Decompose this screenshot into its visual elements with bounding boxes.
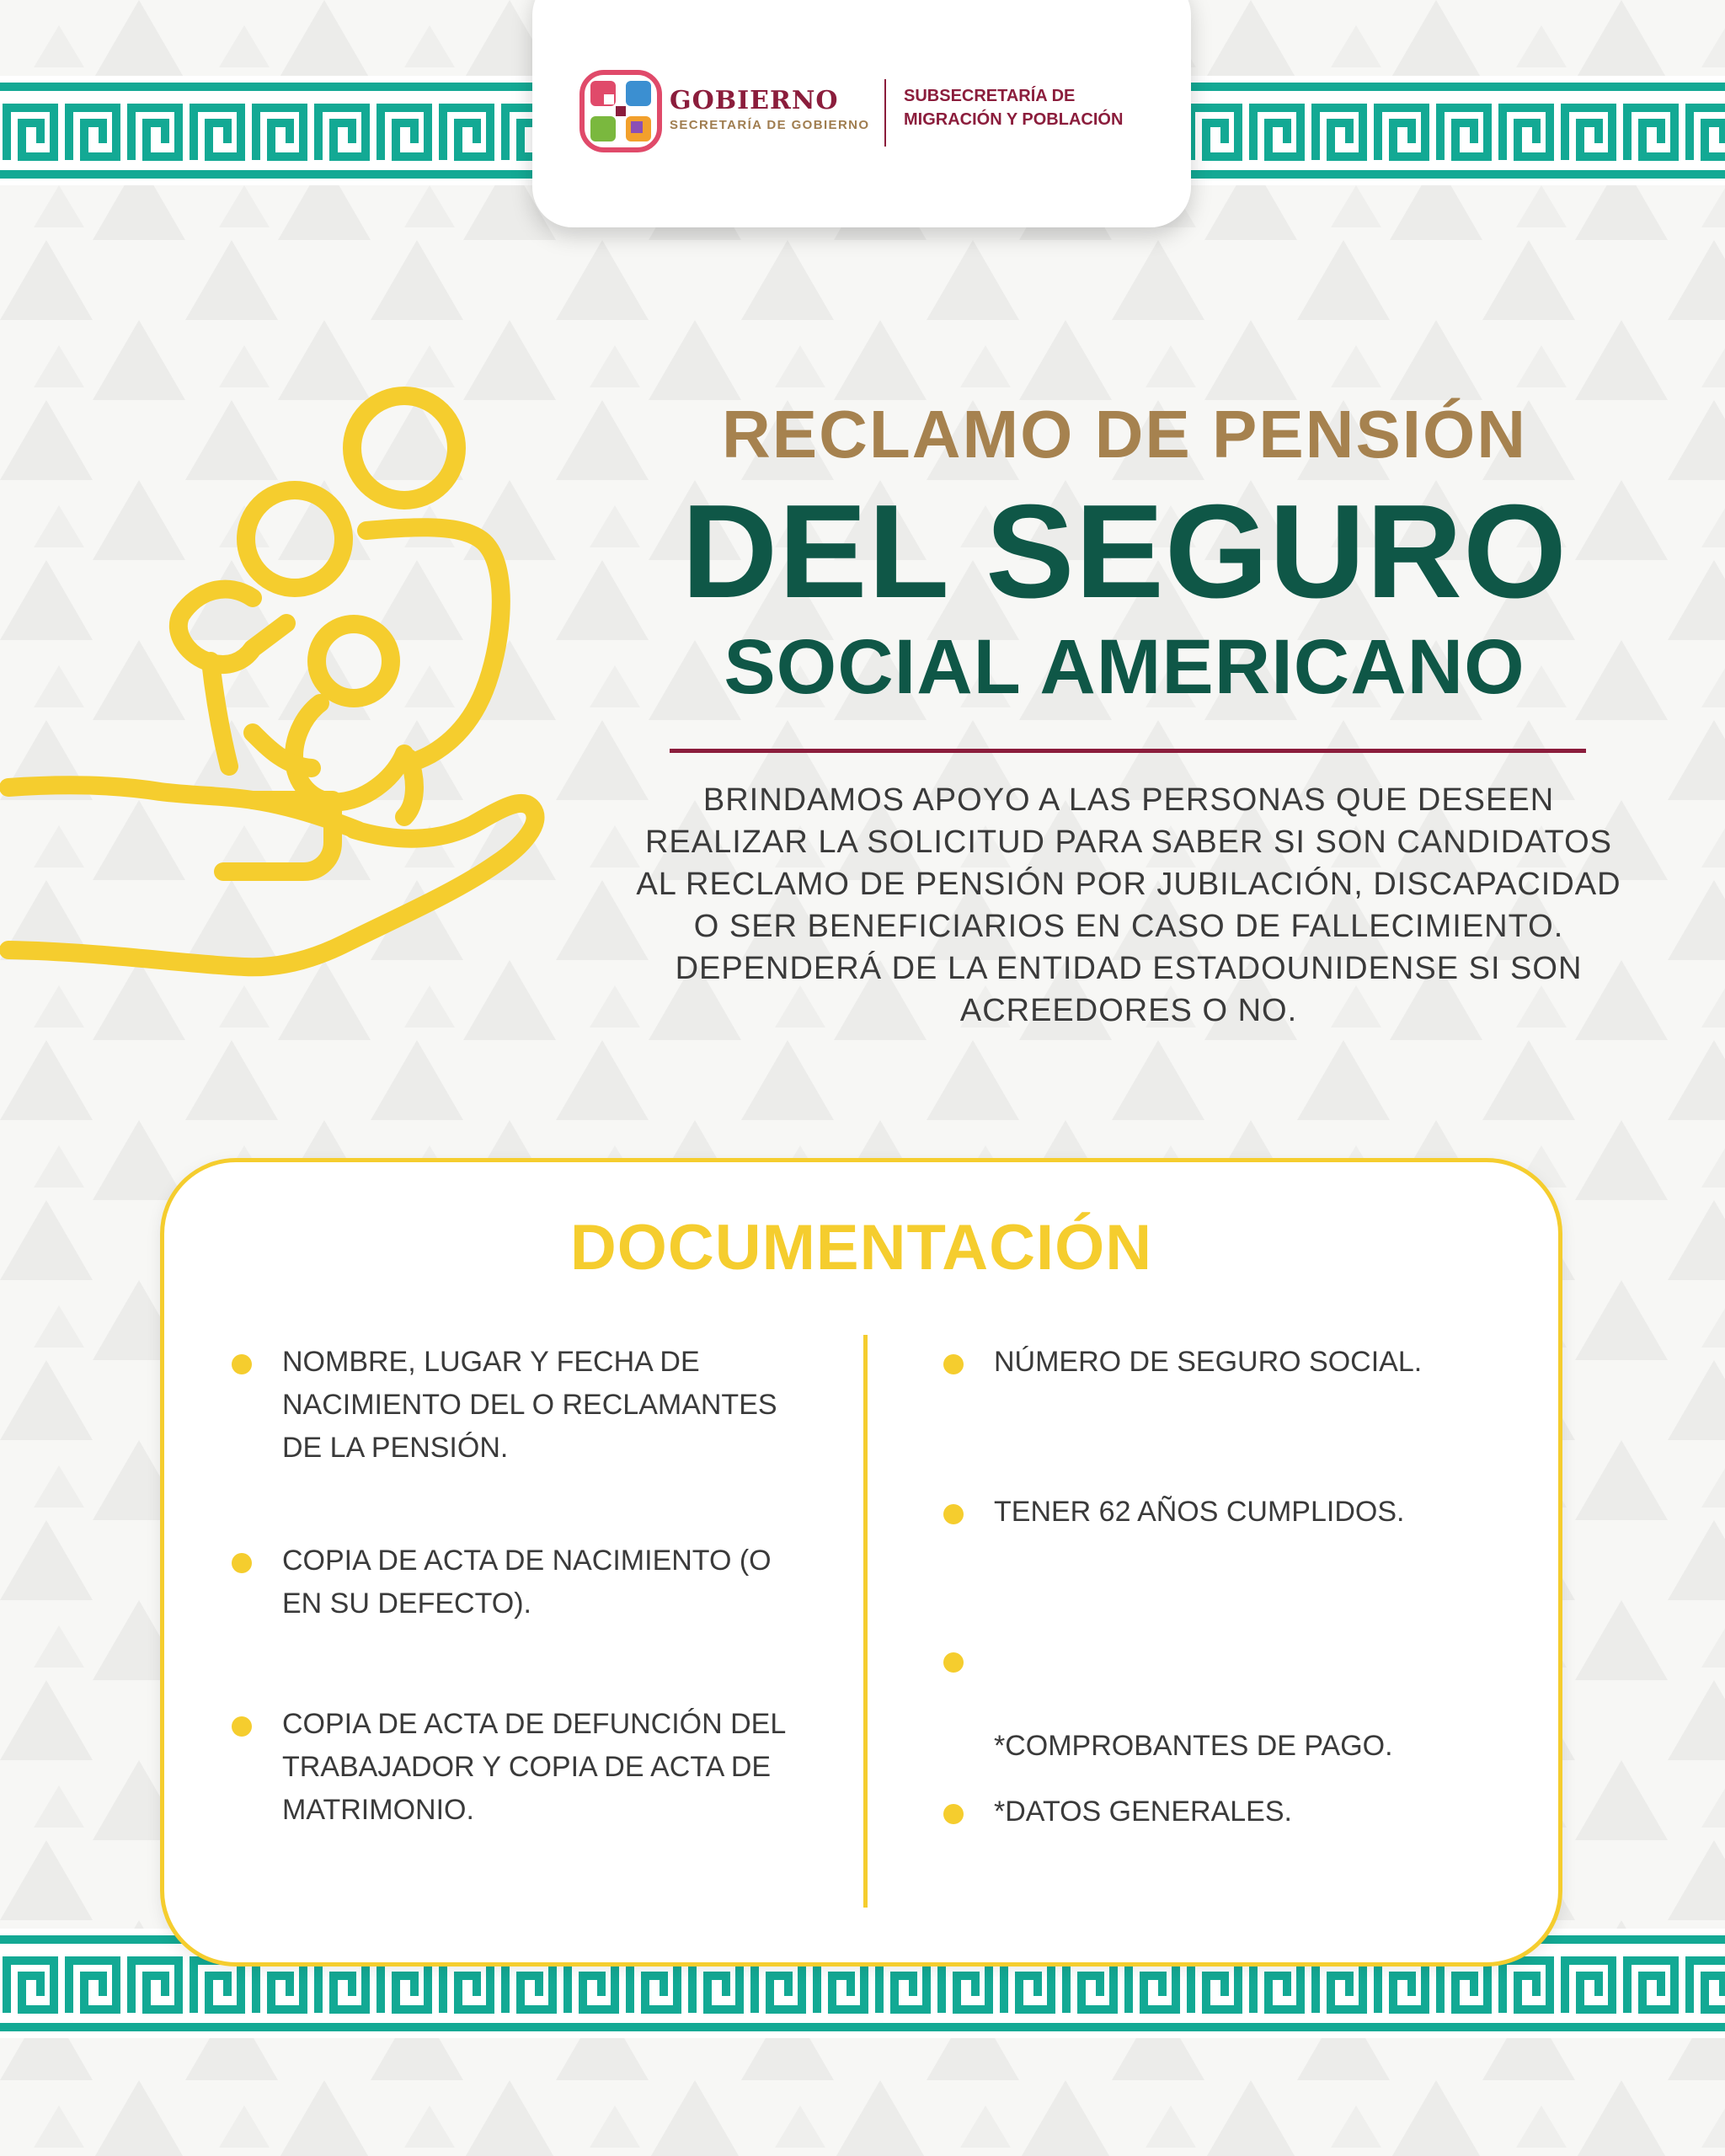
documentation-column-divider xyxy=(863,1335,868,1908)
intro-line: ACREEDORES O NO. xyxy=(959,993,1298,1028)
title-social-americano: SOCIAL AMERICANO xyxy=(724,624,1525,710)
doc-item-line: NOMBRE, LUGAR Y FECHA DE xyxy=(282,1346,700,1378)
intro-line: O SER BENEFICIARIOS EN CASO DE FALLECIMIENTO. xyxy=(693,909,1564,944)
doc-item-text xyxy=(994,1341,1422,1384)
header-divider xyxy=(884,79,886,147)
gobierno-title: GOBIERNO xyxy=(670,86,839,115)
hand-holding-family-icon xyxy=(0,371,564,977)
doc-item-text xyxy=(282,1703,786,1832)
doc-item-line: NACIMIENTO DEL O RECLAMANTES xyxy=(282,1389,777,1421)
doc-item-line: COPIA DE ACTA DE NACIMIENTO (O xyxy=(282,1545,772,1577)
intro-line: DEPENDERÁ DE LA ENTIDAD ESTADOUNIDENSE SI SON xyxy=(675,951,1583,986)
bullet-dot-icon xyxy=(943,1504,964,1524)
title-underline-rule xyxy=(670,749,1586,753)
documentation-title: DOCUMENTACIÓN xyxy=(569,1212,1153,1283)
doc-item-line: TENER 62 AÑOS CUMPLIDOS. xyxy=(994,1496,1405,1528)
bullet-dot-icon xyxy=(943,1804,964,1824)
bullet-dot-icon xyxy=(232,1716,252,1737)
intro-line: AL RECLAMO DE PENSIÓN POR JUBILACIÓN, DISCAPACIDAD xyxy=(636,867,1621,902)
doc-item-line: DE LA PENSIÓN. xyxy=(282,1432,509,1464)
bullet-dot-icon xyxy=(943,1354,964,1374)
subsecretaria-line: SUBSECRETARÍA DE xyxy=(904,87,1076,105)
doc-item-line: NÚMERO DE SEGURO SOCIAL. xyxy=(994,1346,1423,1378)
doc-item-line: *DATOS GENERALES. xyxy=(994,1796,1292,1828)
doc-item-text xyxy=(994,1790,1292,1833)
intro-line: BRINDAMOS APOYO A LAS PERSONAS QUE DESEEN xyxy=(702,782,1555,818)
documentation-card xyxy=(160,1158,1562,1967)
intro-line: REALIZAR LA SOLICITUD PARA SABER SI SON CANDIDATOS xyxy=(644,825,1613,860)
doc-item-line: *COMPROBANTES DE PAGO. xyxy=(994,1730,1393,1762)
header-card xyxy=(532,0,1191,227)
title-del-seguro: DEL SEGURO xyxy=(681,478,1567,626)
bullet-dot-icon xyxy=(232,1354,252,1374)
doc-item-text xyxy=(994,1491,1404,1534)
doc-item-text xyxy=(282,1540,772,1625)
subsecretaria-line: MIGRACIÓN Y POBLACIÓN xyxy=(904,110,1124,129)
doc-item-line: TRABAJADOR Y COPIA DE ACTA DE xyxy=(282,1751,772,1783)
intro-paragraph xyxy=(590,779,1668,1032)
doc-item-line: MATRIMONIO. xyxy=(282,1794,474,1826)
doc-item-line: EN SU DEFECTO). xyxy=(282,1588,531,1620)
doc-item-text xyxy=(282,1341,777,1470)
bullet-dot-icon xyxy=(943,1652,964,1673)
secretaria-subtitle: SECRETARÍA DE GOBIERNO xyxy=(670,118,870,132)
doc-item-line: COPIA DE ACTA DE DEFUNCIÓN DEL xyxy=(282,1708,787,1740)
gobierno-logo-icon xyxy=(579,69,663,153)
subsecretaria-label xyxy=(904,84,1173,131)
title-reclamo-de-pension: RECLAMO DE PENSIÓN xyxy=(721,397,1528,472)
bullet-dot-icon xyxy=(232,1553,252,1573)
